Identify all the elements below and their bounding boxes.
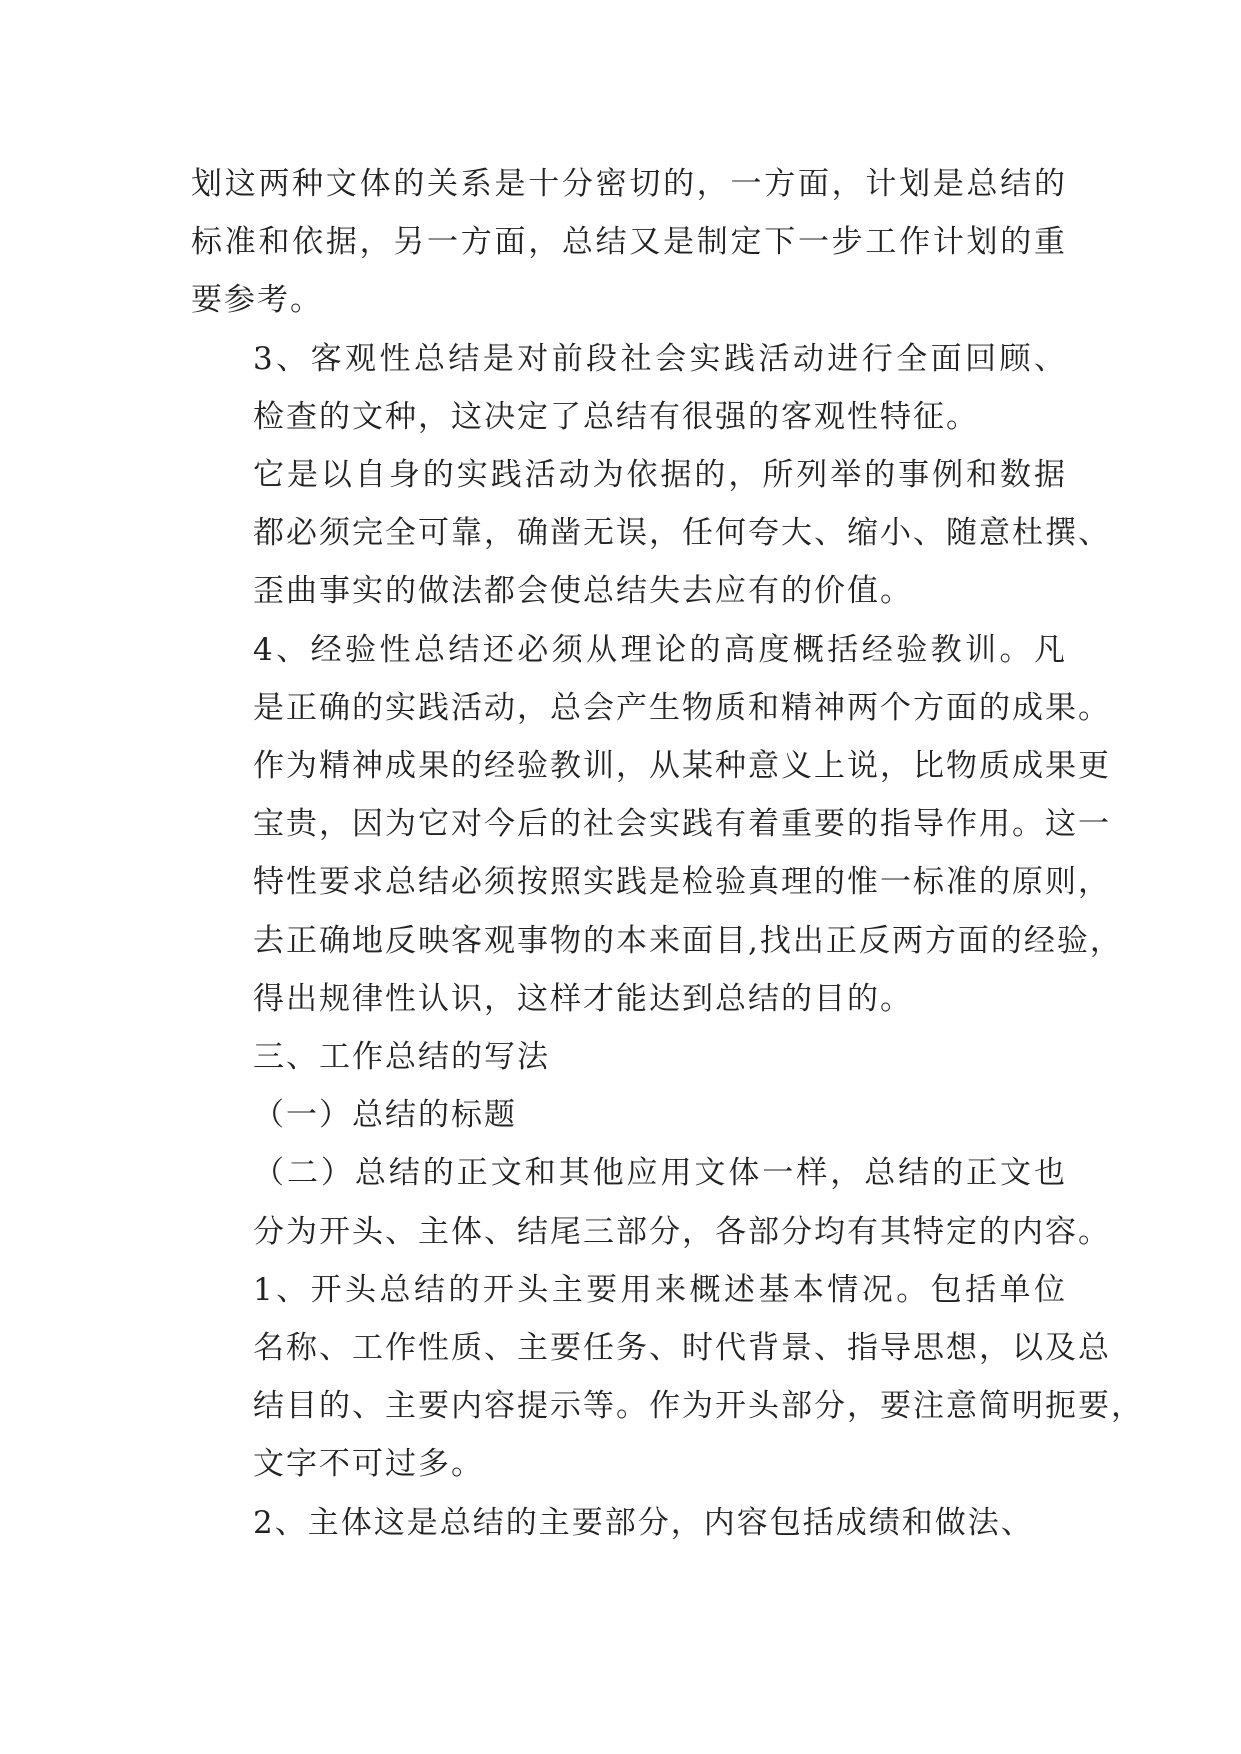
text-line: 三、工作总结的写法 — [253, 1039, 550, 1076]
text-line: 要参考。 — [191, 282, 323, 319]
text-line: 标准和依据，另一方面，总结又是制定下一步工作计划的重 — [191, 224, 1067, 261]
paragraph — [191, 155, 1067, 330]
paragraph — [191, 621, 1123, 1028]
text-line: 4、经验性总结还必须从理论的高度概括经验教训。凡 — [253, 631, 1067, 668]
paragraph — [191, 1494, 1067, 1552]
text-line: （二）总结的正文和其他应用文体一样，总结的正文也 — [253, 1155, 1067, 1192]
paragraph — [191, 1086, 1067, 1144]
paragraph — [191, 1261, 1144, 1494]
paragraph — [191, 1028, 1067, 1086]
text-line: 1、开头总结的开头主要用来概述基本情况。包括单位 — [253, 1271, 1067, 1308]
text-line: 3、客观性总结是对前段社会实践活动进行全面回顾、 — [253, 340, 1067, 377]
text-line: 名称、工作性质、主要任务、时代背景、指导思想，以及总 — [253, 1330, 1111, 1367]
paragraph — [191, 330, 1067, 446]
text-line: 去正确地反映客观事物的本来面目,找出正反两方面的经验， — [253, 922, 1123, 959]
paragraph — [191, 1144, 1111, 1260]
text-line: 得出规律性认识，这样才能达到总结的目的。 — [253, 980, 913, 1017]
paragraph — [191, 446, 1111, 621]
text-line: 是正确的实践活动，总会产生物质和精神两个方面的成果。 — [253, 689, 1111, 726]
text-line: 歪曲事实的做法都会使总结失去应有的价值。 — [253, 573, 913, 610]
text-line: 结目的、主要内容提示等。作为开头部分，要注意简明扼要， — [253, 1388, 1144, 1425]
text-line: 分为开头、主体、结尾三部分，各部分均有其特定的内容。 — [253, 1213, 1111, 1250]
text-line: 都必须完全可靠，确凿无误，任何夸大、缩小、随意杜撰、 — [253, 515, 1111, 552]
text-line: 文字不可过多。 — [253, 1446, 484, 1483]
text-line: 检查的文种，这决定了总结有很强的客观性特征。 — [253, 398, 979, 435]
text-line: 宝贵，因为它对今后的社会实践有着重要的指导作用。这一 — [253, 806, 1111, 843]
text-line: 2、主体这是总结的主要部分，内容包括成绩和做法、 — [253, 1504, 1034, 1541]
text-line: 划这两种文体的关系是十分密切的，一方面，计划是总结的 — [191, 166, 1067, 202]
text-line: 特性要求总结必须按照实践是检验真理的惟一标准的原则， — [253, 864, 1111, 901]
document-body — [191, 155, 1144, 1552]
text-line: 它是以自身的实践活动为依据的，所列举的事例和数据 — [253, 457, 1067, 494]
text-line: （一）总结的标题 — [253, 1097, 517, 1134]
text-line: 作为精神成果的经验教训，从某种意义上说，比物质成果更 — [253, 748, 1111, 785]
